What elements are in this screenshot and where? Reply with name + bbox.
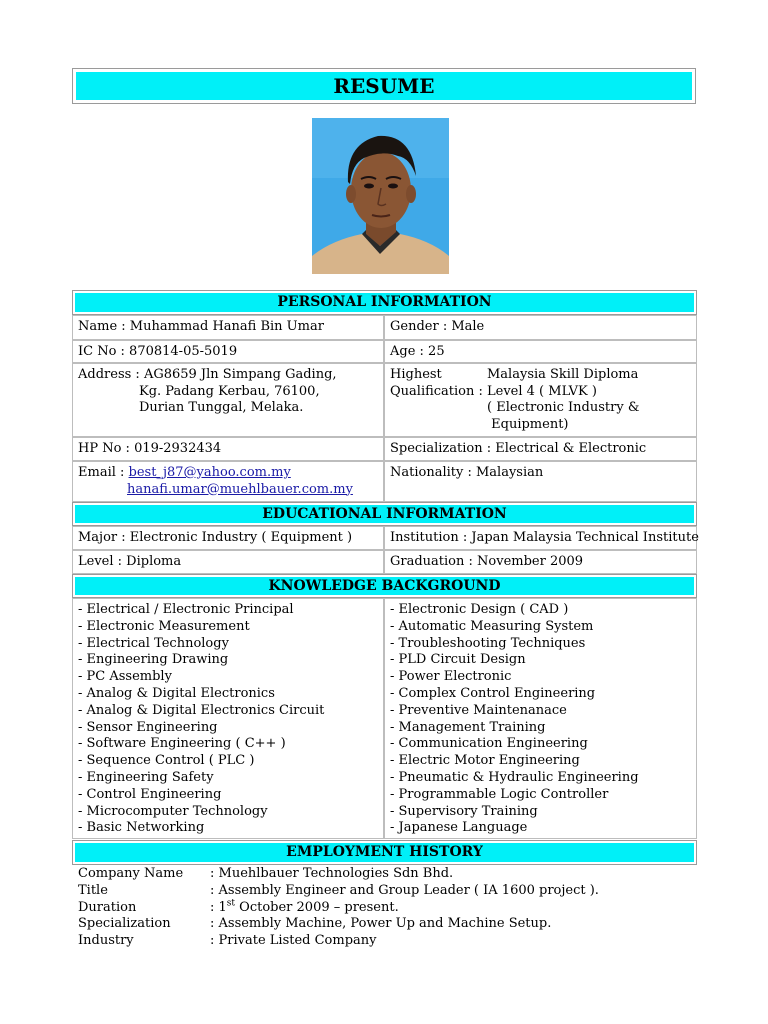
qualification-value-1: Malaysia Skill Diploma	[487, 367, 639, 382]
list-item: - Preventive Maintenanace	[390, 702, 567, 718]
title-value: : Assembly Engineer and Group Leader ( IA 1600 project ).	[210, 882, 599, 898]
ic-cell: IC No : 870814-05-5019	[72, 340, 384, 363]
list-item: - Microcomputer Technology	[78, 803, 268, 819]
institution-cell: Institution : Japan Malaysia Technical Institute	[384, 526, 697, 550]
resume-title: RESUME	[76, 72, 692, 100]
specialization-label: Specialization	[78, 916, 171, 932]
employment-section-header	[72, 840, 697, 865]
list-item: - Analog & Digital Electronics	[78, 685, 275, 701]
list-item: - Automatic Measuring System	[390, 618, 594, 634]
knowledge-section-header	[72, 574, 697, 598]
list-item: - Electrical / Electronic Principal	[78, 602, 294, 617]
address-line-3: Durian Tunggal, Melaka.	[139, 400, 304, 415]
industry-value: : Private Listed Company	[210, 933, 377, 949]
employment-heading: EMPLOYMENT HISTORY	[75, 843, 694, 862]
specialization-value: : Assembly Machine, Power Up and Machine Setup.	[210, 916, 552, 932]
duration-label: Duration	[78, 899, 137, 915]
list-item: - Communication Engineering	[390, 736, 588, 752]
major-cell: Major : Electronic Industry ( Equipment )	[72, 526, 384, 550]
list-item: - Power Electronic	[390, 669, 512, 685]
title-label: Title	[78, 882, 108, 898]
address-line-2: Kg. Padang Kerbau, 76100,	[139, 383, 320, 399]
list-item: - Electronic Design ( CAD )	[390, 602, 569, 617]
address-line-1: AG8659 Jln Simpang Gading,	[143, 367, 337, 382]
email-link-2[interactable]: hanafi.umar@muehlbauer.com.my	[127, 481, 353, 497]
list-item: - Pneumatic & Hydraulic Engineering	[390, 769, 639, 785]
qualification-value-2: Level 4 ( MLVK )	[487, 383, 597, 399]
qualification-value-4: Equipment)	[487, 416, 569, 432]
hp-cell: HP No : 019-2932434	[72, 437, 384, 461]
list-item: - Programmable Logic Controller	[390, 786, 609, 802]
address-cell	[72, 363, 384, 437]
list-item: - Engineering Drawing	[78, 652, 229, 668]
list-item: - Complex Control Engineering	[390, 685, 596, 701]
industry-label: Industry	[78, 933, 134, 949]
nationality-cell: Nationality : Malaysian	[384, 461, 697, 502]
list-item: - Troubleshooting Techniques	[390, 635, 586, 651]
age-cell: Age : 25	[384, 340, 697, 363]
list-item: - Sequence Control ( PLC )	[78, 753, 255, 769]
list-item: - Analog & Digital Electronics Circuit	[78, 702, 325, 718]
knowledge-left-list	[72, 598, 384, 839]
personal-section-header	[72, 290, 697, 315]
email-link-1[interactable]: best_j87@yahoo.com.my	[128, 465, 291, 480]
knowledge-heading: KNOWLEDGE BACKGROUND	[75, 577, 694, 595]
qualification-label-2: Qualification :	[390, 383, 483, 399]
gender-cell: Gender : Male	[384, 315, 697, 340]
list-item: - Japanese Language	[390, 820, 528, 836]
qualification-label-1: Highest	[390, 367, 442, 382]
list-item: - Engineering Safety	[78, 769, 214, 785]
company-value: : Muehlbauer Technologies Sdn Bhd.	[210, 866, 454, 881]
resume-title-box	[72, 68, 696, 104]
list-item: - Supervisory Training	[390, 803, 538, 819]
education-section-header	[72, 502, 697, 526]
list-item: - Electric Motor Engineering	[390, 753, 580, 769]
list-item: - Electronic Measurement	[78, 618, 250, 634]
name-cell: Name : Muhammad Hanafi Bin Umar	[72, 315, 384, 340]
list-item: - Management Training	[390, 719, 546, 735]
list-item: - Sensor Engineering	[78, 719, 218, 735]
portrait-photo	[312, 118, 449, 274]
specialization-cell: Specialization : Electrical & Electronic	[384, 437, 697, 461]
list-item: - Basic Networking	[78, 820, 205, 836]
level-cell: Level : Diploma	[72, 550, 384, 574]
personal-heading: PERSONAL INFORMATION	[75, 293, 694, 312]
education-heading: EDUCATIONAL INFORMATION	[75, 505, 694, 523]
graduation-cell: Graduation : November 2009	[384, 550, 697, 574]
list-item: - Software Engineering ( C++ )	[78, 736, 286, 752]
email-label: Email :	[78, 465, 125, 480]
email-cell	[72, 461, 384, 502]
company-label: Company Name	[78, 866, 184, 881]
knowledge-right-list	[384, 598, 697, 839]
address-label: Address :	[78, 367, 140, 382]
duration-value: : 1st October 2009 – present.	[210, 898, 399, 915]
qualification-value-3: ( Electronic Industry &	[487, 400, 640, 415]
list-item: - Electrical Technology	[78, 635, 229, 651]
list-item: - Control Engineering	[78, 786, 222, 802]
list-item: - PLD Circuit Design	[390, 652, 526, 668]
list-item: - PC Assembly	[78, 669, 172, 685]
qualification-cell	[384, 363, 697, 437]
